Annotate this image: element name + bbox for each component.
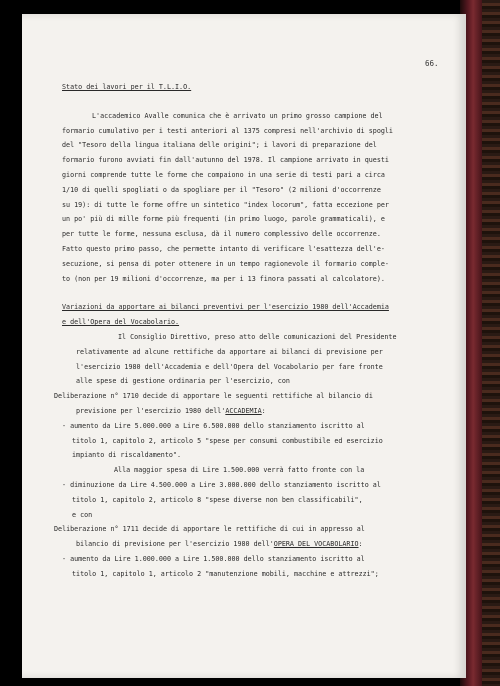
deliberation-1711-cont: [62, 537, 414, 552]
paragraph-line: alle spese di gestione ordinaria per l'esercizio, con: [76, 377, 290, 386]
paragraph-line: L'accademico Avalle comunica che è arrivato un primo grosso campione del: [92, 111, 383, 120]
section-heading-variazioni: Variazioni da apportare ai bilanci preventivi per l'esercizio 1980 dell'Accademia: [62, 303, 389, 312]
list-item: - aumento da Lire 5.000.000 a Lire 6.500.000 dello stanziamento iscritto al: [62, 421, 365, 430]
paragraph-line: formario furono avviati fin dall'autunno del 1978. Il campione arrivato in questi: [62, 156, 389, 165]
paragraph-line: Il Consiglio Direttivo, preso atto delle comunicazioni del Presidente: [118, 332, 397, 341]
paragraph-line: formario cumulativo per i testi anteriori al 1375 compresi nell'archivio di spogli: [62, 126, 393, 135]
paragraph-line: secuzione, si pensa di poter ottenere in un tempo ragionevole il formario comple-: [62, 259, 389, 268]
paragraph-line: relativamente ad alcune rettifiche da apportare ai bilanci di previsione per: [76, 347, 383, 356]
paragraph-line: l'esercizio 1980 dell'Accademia e dell'Opera del Vocabolario per fare fronte: [76, 362, 383, 371]
list-item-cont: titolo 1, capitolo 2, articolo 5 "spese per consumi combustibile ed esercizio: [72, 436, 383, 445]
paragraph-line: per tutte le forme, nessuna esclusa, dà il numero complessivo delle occorrenze.: [62, 230, 381, 239]
section-heading-variazioni-cont: e dell'Opera del Vocabolario.: [62, 318, 180, 327]
text-run: previsione per l'esercizio 1980 dell': [76, 406, 226, 415]
paragraph-line: un po' più di mille forme più frequenti (in primo luogo, parole grammaticali), e: [62, 215, 385, 224]
paragraph-line: su 19): di tutte le forme offre un sintetico "index locorum", fatta eccezione per: [62, 200, 389, 209]
paragraph-line: Alla maggior spesa di Lire 1.500.000 verrà fatto fronte con la: [114, 466, 365, 475]
list-item-cont: titolo 1, capitolo 2, articolo 8 "spese diverse non ben classificabili",: [72, 495, 363, 504]
list-item-cont: titolo 1, capitolo 1, articolo 2 "manutenzione mobili, macchine e attrezzi";: [72, 569, 379, 578]
section-heading-tlio: Stato dei lavori per il T.L.I.O.: [62, 83, 192, 91]
text-run: :: [261, 406, 266, 415]
underlined-accademia: ACCADEMIA: [225, 406, 262, 415]
underlined-opera: OPERA DEL VOCABOLARIO: [273, 540, 359, 549]
text-run: :: [358, 540, 363, 549]
paragraph-line: to (non per 19 milioni d'occorrenze, ma per i 13 finora passati al calcolatore).: [62, 274, 385, 283]
conjunction: e con: [72, 510, 93, 519]
deliberation-1710: Deliberazione n° 1710 decide di apportare le seguenti rettifiche al bilancio di: [54, 392, 373, 401]
paragraph-line: del "Tesoro della lingua italiana delle origini"; i lavori di preparazione del: [62, 141, 377, 150]
deliberation-1711: Deliberazione n° 1711 decide di apportare le rettifiche di cui in appresso al: [54, 525, 365, 534]
paragraph-line: Fatto questo primo passo, che permette intanto di verificare l'esattezza dell'e-: [62, 244, 385, 253]
paragraph-line: 1/10 di quelli spogliati o da spogliare per il "Tesoro" (2 milioni d'occorrenze: [62, 185, 381, 194]
list-item-cont: impianto di riscaldamento".: [72, 451, 181, 460]
paragraph-line: giorni comprende tutte le forme che compaiono in una serie di testi pari a circa: [62, 170, 385, 179]
document-body: [54, 80, 414, 582]
list-item: - diminuzione da Lire 4.500.000 a Lire 3.000.000 dello stanziamento iscritto al: [62, 480, 381, 489]
list-item: - aumento da Lire 1.000.000 a Lire 1.500.000 dello stanziamento iscritto al: [62, 554, 365, 563]
book-page-edges: [482, 0, 500, 686]
text-run: bilancio di previsione per l'esercizio 1980 dell': [76, 540, 274, 549]
deliberation-1710-cont: [62, 404, 414, 419]
page-number: 66.: [425, 59, 439, 68]
